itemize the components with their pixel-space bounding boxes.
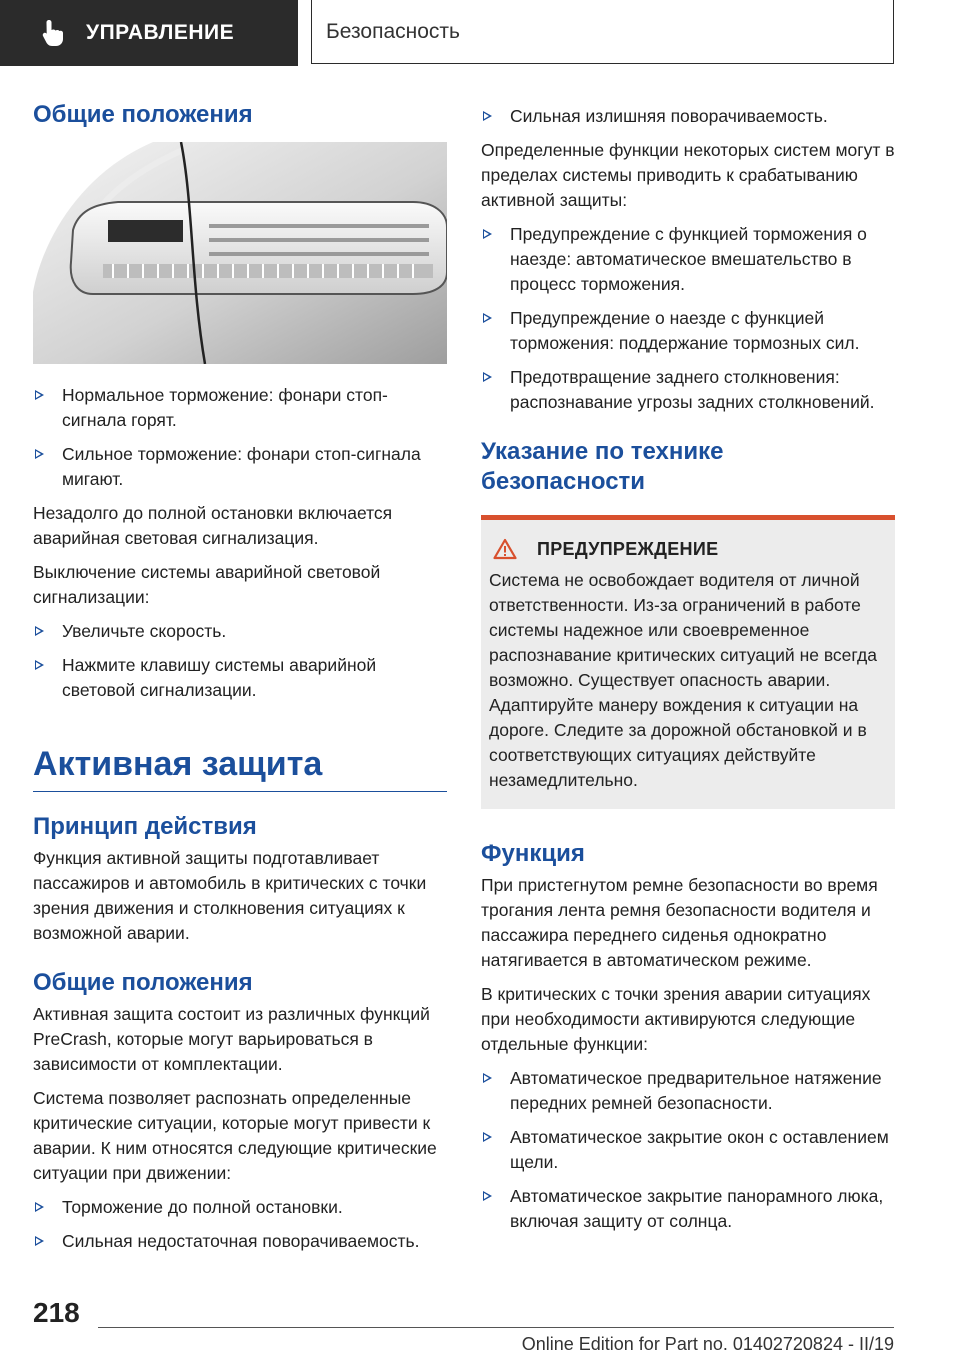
paragraph: Определенные функции некоторых систем могут в пределах системы приводить к срабатыванию активной защиты:	[481, 140, 895, 210]
situation-list-continued	[481, 104, 895, 129]
page-number: 218	[33, 1297, 80, 1328]
section-tab	[0, 0, 298, 66]
triangle-bullet-icon	[483, 1073, 492, 1083]
list-item: Сильная недостаточная поворачиваемость.	[33, 1229, 447, 1254]
right-column	[481, 100, 895, 1243]
heading-safety-note: Указание по технике безопасности	[481, 438, 724, 495]
section-title: УПРАВЛЕНИЕ	[86, 21, 235, 44]
triangle-bullet-icon	[35, 626, 44, 636]
chapter-title: Безопасность	[326, 19, 460, 43]
heading-general-provisions-2: Общие положения	[33, 969, 253, 996]
hazard-off-list	[33, 619, 447, 703]
list-item: Автоматическое предварительное натяжение передних ремней безопасности.	[481, 1066, 895, 1116]
list-item: Предотвращение заднего столкновения: распознавание угрозы задних столкновений.	[481, 365, 895, 415]
section-heading-active-protection	[33, 743, 447, 792]
paragraph: Активная защита состоит из различных функций PreCrash, которые могут варьироваться в зависимости от комплектации.	[33, 1004, 430, 1074]
list-item: Предупреждение с функцией торможения о наезде: автоматическое вмешательство в процесс торможения.	[481, 222, 895, 297]
situation-list	[33, 1195, 447, 1254]
left-column	[33, 100, 447, 1263]
brake-light-list	[33, 383, 447, 492]
triangle-bullet-icon	[483, 1132, 492, 1142]
triangle-bullet-icon	[483, 229, 492, 239]
warning-triangle-icon	[493, 538, 517, 560]
list-item: Сильная излишняя поворачиваемость.	[481, 104, 895, 129]
paragraph: Незадолго до полной остановки включается аварийная световая сигнализация.	[33, 503, 393, 548]
paragraph: Выключение системы аварийной световой сигнализации:	[33, 562, 381, 607]
heading-general-provisions: Общие положения	[33, 101, 253, 128]
list-item: Нажмите клавишу системы аварийной световой сигнализации.	[33, 653, 447, 703]
footer-edition: Online Edition for Part no. 01402720824 - II/19	[521, 1334, 894, 1354]
paragraph: Система позволяет распознать определенные критические ситуации, которые могут привести к аварии. К ним относятся следующие критические ситуации при движении:	[33, 1088, 437, 1183]
list-item: Автоматическое закрытие панорамного люка, включая защиту от солнца.	[481, 1184, 895, 1234]
triangle-bullet-icon	[483, 372, 492, 382]
triangle-bullet-icon	[35, 390, 44, 400]
heading-function: Функция	[481, 840, 585, 867]
warning-box	[481, 515, 895, 809]
list-item: Торможение до полной остановки.	[33, 1195, 447, 1220]
chapter-header	[311, 0, 894, 64]
functions-list	[481, 222, 895, 415]
warning-title: ПРЕДУПРЕЖДЕНИЕ	[537, 538, 719, 559]
list-item: Увеличьте скорость.	[33, 619, 447, 644]
taillight-illustration	[33, 142, 447, 364]
triangle-bullet-icon	[35, 449, 44, 459]
auto-functions-list	[481, 1066, 895, 1234]
list-item: Предупреждение о наезде с функцией торможения: поддержание тормозных сил.	[481, 306, 895, 356]
triangle-bullet-icon	[483, 111, 492, 121]
list-item: Нормальное торможение: фонари стоп-сигнала горят.	[33, 383, 447, 433]
list-item: Автоматическое закрытие окон с оставлением щели.	[481, 1125, 895, 1175]
footer-divider	[98, 1327, 894, 1328]
triangle-bullet-icon	[483, 313, 492, 323]
triangle-bullet-icon	[483, 1191, 492, 1201]
triangle-bullet-icon	[35, 1236, 44, 1246]
list-item: Сильное торможение: фонари стоп-сигнала мигают.	[33, 442, 447, 492]
triangle-bullet-icon	[35, 660, 44, 670]
heading-principle: Принцип действия	[33, 813, 257, 840]
triangle-bullet-icon	[35, 1202, 44, 1212]
warning-text: Система не освобождает водителя от личной ответственности. Из-за ограничений в работе системы надежное или своевременное распознавание критических ситуаций не всегда возможно. Существует опасность аварии. Адаптируйте манеру вождения к ситуации на дороге. Следите за дорожной обстановкой и в соответствующих ситуациях действуйте незамедлительно.	[489, 570, 877, 790]
paragraph: Функция активной защиты подготавливает пассажиров и автомобиль в критических с точки зрения движения и столкновения ситуациях к возможной аварии.	[33, 848, 427, 943]
warning-header	[489, 538, 887, 560]
paragraph: При пристегнутом ремне безопасности во время трогания лента ремня безопасности водителя и пассажира переднего сиденья однократно натягивается в автоматическом режиме.	[481, 875, 878, 970]
hand-pointer-icon	[40, 18, 66, 48]
heading-active-protection: Активная защита	[33, 745, 323, 783]
paragraph: В критических с точки зрения аварии ситуациях при необходимости активируются следующие отдельные функции:	[481, 984, 871, 1054]
